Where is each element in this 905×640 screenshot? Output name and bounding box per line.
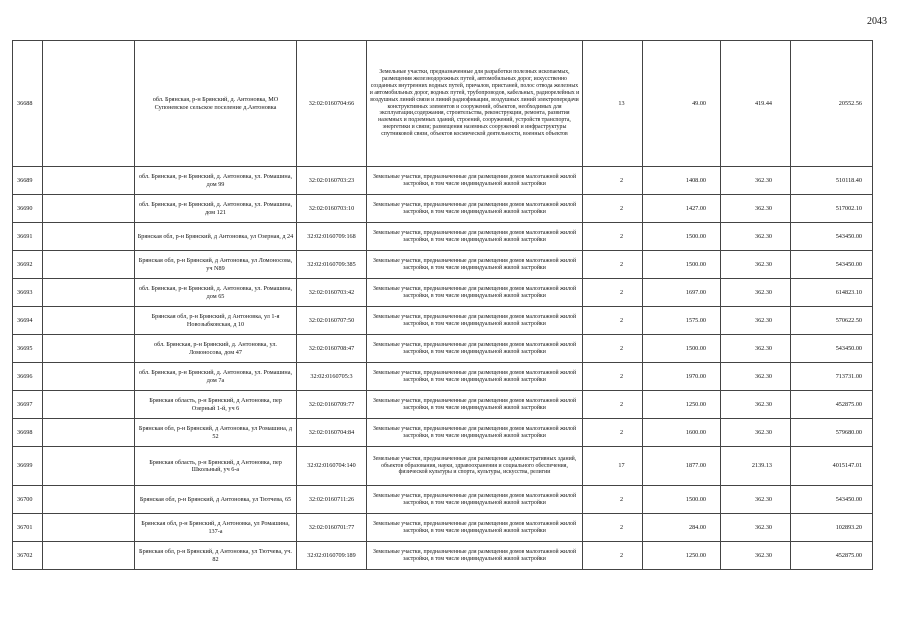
land-use-cell: Земельные участки, предназначенные для размещения домов малоэтажной жилой застройки, в том числе индивидуальной жилой застройки [367,279,583,307]
land-use-cell: Земельные участки, предназначенные для разработки полезных ископаемых, размещения железнодорожных путей, автомобильных дорог, искусственно созданных внутренних водных путей, причалов, пристаней, полос отвода железных и автомобильных дорог, водных путей, трубопроводов, кабельных, радиорелейных и воздушных линий связи и линий радиофикации, воздушных линий электропередачи конструктивных элементов и сооружений, объектов, необходимых для эксплуатации,содержания, строительства, реконструкции, ремонта, развития наземных и подземных зданий, строений, сооружений, устройств транспорта, энергетики и связи; размещения наземных сооружений и инфраструктуры спутниковой связи, объектов космической деятельности, военных объектов [367,41,583,167]
address-cell: Брянская обл, р-н Брянский, д Антоновка, ул Озерная, д 24 [135,223,297,251]
use-code-cell: 2 [583,391,643,419]
table-row [13,363,873,391]
page-number: 2043 [867,16,887,27]
area-cell: 1500.00 [643,486,721,514]
area-cell: 1697.00 [643,279,721,307]
area-cell: 1250.00 [643,391,721,419]
cadastral-value-cell: 543450.00 [791,251,873,279]
row-id-cell: 36701 [13,514,43,542]
table-row [13,335,873,363]
use-code-cell: 13 [583,41,643,167]
row-id-cell: 36697 [13,391,43,419]
cadastral-number-cell: 32:02:0160701:77 [297,514,367,542]
blank-cell [43,335,135,363]
land-use-cell: Земельные участки, предназначенные для размещения домов малоэтажной жилой застройки, в том числе индивидуальной жилой застройки [367,391,583,419]
cadastral-value-cell: 20552.56 [791,41,873,167]
address-cell: Брянская обл, р-н Брянский, д Антоновка, ул Тютчева, уч. 82 [135,542,297,570]
table-body [13,41,873,570]
specific-value-cell: 362.30 [721,195,791,223]
use-code-cell: 2 [583,514,643,542]
row-id-cell: 36690 [13,195,43,223]
row-id-cell: 36698 [13,419,43,447]
address-cell: Брянская обл, р-н Брянский, д Антоновка, ул 1-я Новозыбковская, д 10 [135,307,297,335]
cadastral-number-cell: 32:02:0160709:168 [297,223,367,251]
land-use-cell: Земельные участки, предназначенные для размещения домов малоэтажной жилой застройки, в том числе индивидуальной жилой застройки [367,251,583,279]
table-row [13,542,873,570]
row-id-cell: 36691 [13,223,43,251]
specific-value-cell: 362.30 [721,223,791,251]
specific-value-cell: 362.30 [721,419,791,447]
specific-value-cell: 362.30 [721,279,791,307]
cadastral-value-cell: 102893.20 [791,514,873,542]
row-id-cell: 36693 [13,279,43,307]
address-cell: обл. Брянская, р-н Брянский, д. Антоновка, ул. Ломоносова, дом 47 [135,335,297,363]
cadastral-number-cell: 32:02:0160704:84 [297,419,367,447]
land-use-cell: Земельные участки, предназначенные для размещения домов малоэтажной жилой застройки, в том числе индивидуальной жилой застройки [367,307,583,335]
address-cell: обл. Брянская, р-н Брянский, д. Антоновка, ул. Ромашина, дом 121 [135,195,297,223]
blank-cell [43,363,135,391]
land-use-cell: Земельные участки, предназначенные для размещения домов малоэтажной жилой застройки, в том числе индивидуальной жилой застройки [367,167,583,195]
row-id-cell: 36692 [13,251,43,279]
row-id-cell: 36689 [13,167,43,195]
cadastral-value-cell: 570622.50 [791,307,873,335]
use-code-cell: 2 [583,195,643,223]
row-id-cell: 36688 [13,41,43,167]
area-cell: 1500.00 [643,223,721,251]
use-code-cell: 2 [583,335,643,363]
table-row [13,279,873,307]
specific-value-cell: 362.30 [721,391,791,419]
address-cell: Брянская обл, р-н Брянский, д Антоновка, ул Ромашина, 137-а [135,514,297,542]
row-id-cell: 36702 [13,542,43,570]
cadastral-value-cell: 4015147.01 [791,447,873,486]
use-code-cell: 2 [583,167,643,195]
table-row [13,419,873,447]
blank-cell [43,391,135,419]
specific-value-cell: 362.30 [721,514,791,542]
address-cell: обл. Брянская, р-н Брянский, д. Антоновка, ул. Ромашина, дом 65 [135,279,297,307]
table-row [13,195,873,223]
cadastral-number-cell: 32:02:0160709:77 [297,391,367,419]
area-cell: 1600.00 [643,419,721,447]
specific-value-cell: 362.30 [721,363,791,391]
cadastral-number-cell: 32:02:0160705:3 [297,363,367,391]
area-cell: 1250.00 [643,542,721,570]
use-code-cell: 2 [583,486,643,514]
cadastral-number-cell: 32:02:0160707:50 [297,307,367,335]
table-row [13,514,873,542]
blank-cell [43,251,135,279]
blank-cell [43,223,135,251]
address-cell: Брянская обл, р-н Брянский, д Антоновка, ул Тютчева, 65 [135,486,297,514]
address-cell: обл. Брянская, р-н Брянский, д. Антоновка, МО Супоневское сельское поселение д.Антоновка [135,41,297,167]
cadastral-number-cell: 32:02:0160709:385 [297,251,367,279]
row-id-cell: 36699 [13,447,43,486]
blank-cell [43,307,135,335]
use-code-cell: 2 [583,279,643,307]
address-cell: обл. Брянская, р-н Брянский, д. Антоновка, ул. Ромашина, дом 7а [135,363,297,391]
row-id-cell: 36700 [13,486,43,514]
address-cell: Брянская область, р-н Брянский, д Антоновка, пер Школьный, уч 6-а [135,447,297,486]
address-cell: Брянская обл, р-н Брянский, д Антоновка, ул Ромашина, д 52 [135,419,297,447]
table-row [13,447,873,486]
cadastral-value-cell: 543450.00 [791,486,873,514]
land-use-cell: Земельные участки, предназначенные для размещения домов малоэтажной жилой застройки, в том числе индивидуальной жилой застройки [367,223,583,251]
blank-cell [43,514,135,542]
use-code-cell: 2 [583,419,643,447]
area-cell: 1500.00 [643,251,721,279]
cadastral-value-cell: 543450.00 [791,223,873,251]
specific-value-cell: 362.30 [721,167,791,195]
land-use-cell: Земельные участки, предназначенные для размещения домов малоэтажной жилой застройки, в том числе индивидуальной жилой застройки [367,363,583,391]
cadastral-value-cell: 713731.00 [791,363,873,391]
table-row [13,251,873,279]
cadastral-value-cell: 543450.00 [791,335,873,363]
blank-cell [43,542,135,570]
area-cell: 1408.00 [643,167,721,195]
land-use-cell: Земельные участки, предназначенные для размещения домов малоэтажной жилой застройки, в том числе индивидуальной жилой застройки [367,419,583,447]
specific-value-cell: 419.44 [721,41,791,167]
specific-value-cell: 362.30 [721,486,791,514]
row-id-cell: 36695 [13,335,43,363]
specific-value-cell: 2139.13 [721,447,791,486]
land-use-cell: Земельные участки, предназначенные для размещения административных зданий, объектов образования, науки, здравоохранения и социального обеспечения, физической культуры и спорта, культуры, искусства, религии [367,447,583,486]
land-use-cell: Земельные участки, предназначенные для размещения домов малоэтажной жилой застройки, в том числе индивидуальной жилой застройки [367,195,583,223]
cadastral-value-cell: 452875.00 [791,391,873,419]
cadastral-number-cell: 32:02:0160703:23 [297,167,367,195]
cadastral-value-cell: 517002.10 [791,195,873,223]
area-cell: 1575.00 [643,307,721,335]
address-cell: обл. Брянская, р-н Брянский, д. Антоновка, ул. Ромашина, дом 99 [135,167,297,195]
cadastral-value-cell: 452875.00 [791,542,873,570]
use-code-cell: 2 [583,542,643,570]
specific-value-cell: 362.30 [721,251,791,279]
cadastral-number-cell: 32:02:0160709:189 [297,542,367,570]
blank-cell [43,279,135,307]
cadastral-number-cell: 32:02:0160711:26 [297,486,367,514]
table-row [13,41,873,167]
cadastral-number-cell: 32:02:0160703:42 [297,279,367,307]
blank-cell [43,195,135,223]
use-code-cell: 2 [583,251,643,279]
table-row [13,486,873,514]
cadastral-number-cell: 32:02:0160703:10 [297,195,367,223]
blank-cell [43,41,135,167]
row-id-cell: 36696 [13,363,43,391]
table-row [13,167,873,195]
specific-value-cell: 362.30 [721,542,791,570]
specific-value-cell: 362.30 [721,307,791,335]
specific-value-cell: 362.30 [721,335,791,363]
cadastral-value-cell: 510118.40 [791,167,873,195]
land-use-cell: Земельные участки, предназначенные для размещения домов малоэтажной жилой застройки, в том числе индивидуальной жилой застройки [367,514,583,542]
table-row [13,223,873,251]
cadastral-number-cell: 32:02:0160704:66 [297,41,367,167]
land-use-cell: Земельные участки, предназначенные для размещения домов малоэтажной жилой застройки, в том числе индивидуальной жилой застройки [367,486,583,514]
cadastral-number-cell: 32:02:0160704:140 [297,447,367,486]
land-use-cell: Земельные участки, предназначенные для размещения домов малоэтажной жилой застройки, в том числе индивидуальной жилой застройки [367,335,583,363]
area-cell: 49.00 [643,41,721,167]
land-registry-table [12,40,873,570]
table-row [13,391,873,419]
cadastral-number-cell: 32:02:0160708:47 [297,335,367,363]
use-code-cell: 2 [583,307,643,335]
cadastral-value-cell: 614823.10 [791,279,873,307]
area-cell: 1970.00 [643,363,721,391]
cadastral-value-cell: 579680.00 [791,419,873,447]
blank-cell [43,167,135,195]
area-cell: 1877.00 [643,447,721,486]
address-cell: Брянская обл, р-н Брянский, д Антоновка, ул Ломоносова, уч N89 [135,251,297,279]
blank-cell [43,486,135,514]
address-cell: Брянская область, р-н Брянский, д Антоновка, пер Озерный 1-й, уч 6 [135,391,297,419]
blank-cell [43,447,135,486]
blank-cell [43,419,135,447]
row-id-cell: 36694 [13,307,43,335]
area-cell: 284.00 [643,514,721,542]
area-cell: 1427.00 [643,195,721,223]
use-code-cell: 17 [583,447,643,486]
land-use-cell: Земельные участки, предназначенные для размещения домов малоэтажной жилой застройки, в том числе индивидуальной жилой застройки [367,542,583,570]
area-cell: 1500.00 [643,335,721,363]
use-code-cell: 2 [583,363,643,391]
table-row [13,307,873,335]
use-code-cell: 2 [583,223,643,251]
